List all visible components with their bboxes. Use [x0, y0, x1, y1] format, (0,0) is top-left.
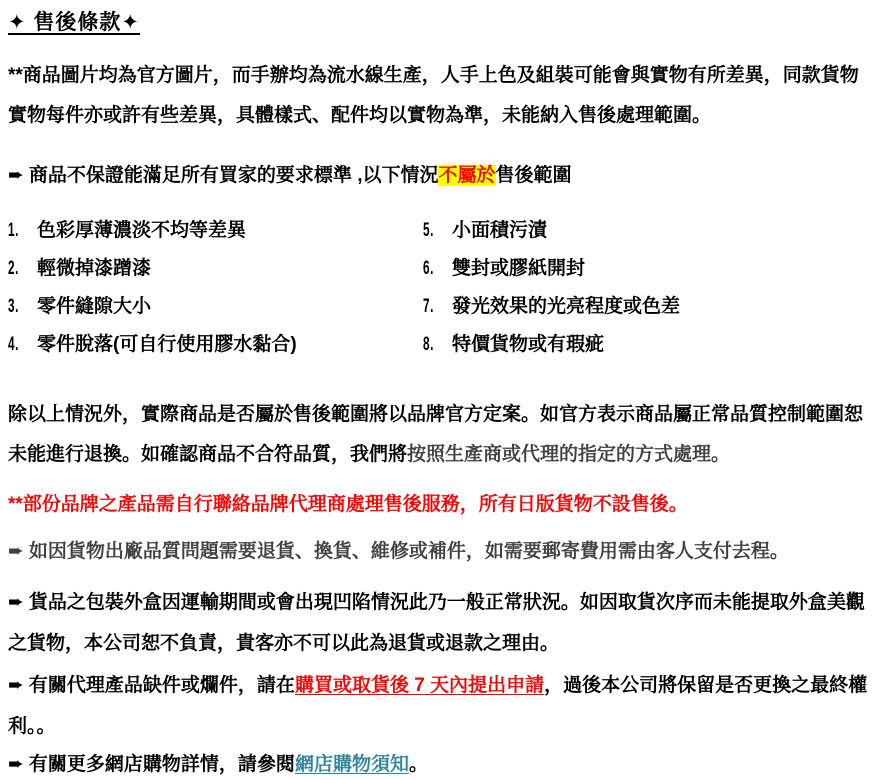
list-number: 3. [8, 296, 20, 317]
defect-claim-paragraph [8, 665, 868, 747]
excluded-highlight: 不屬於 [438, 165, 496, 186]
list-item [8, 250, 423, 288]
page-title: ✦ 售後條款✦ [8, 11, 141, 34]
shipping-paragraph [8, 537, 868, 567]
defect-prefix: 有關代理產品缺件或爛件，請在 [28, 675, 295, 696]
packaging-text: 貨品之包裝外盒因運輸期間或會出現凹陷情況此乃一般正常狀況。如因取貨次序而未能提取外盒美觀之貨物，本公司恕不負責，貴客亦不可以此為退貨或退款之理由。 [8, 592, 865, 654]
shopping-guide-link[interactable]: 網店購物須知 [294, 754, 409, 775]
arrow-icon: ➨ [8, 675, 24, 696]
exclusion-list [8, 212, 868, 364]
list-item [423, 288, 868, 326]
more-info-paragraph [8, 750, 868, 780]
shipping-text: 如因貨物出廠品質問題需要退貨、換貨、維修或補件，如需要郵寄費用需由客人支付去程。 [28, 541, 789, 562]
guarantee-paragraph [8, 161, 868, 191]
list-item [8, 212, 423, 250]
defect-suffix: ，過後本公司將保留是否更換之最終權利。。 [8, 675, 868, 737]
list-number: 7. [423, 296, 435, 317]
list-item-text: 特價貨物或有瑕疵 [452, 334, 605, 355]
list-number: 2. [8, 258, 20, 279]
arrow-icon: ➨ [8, 541, 24, 562]
list-item [8, 288, 423, 326]
packaging-paragraph [8, 582, 868, 664]
guarantee-prefix: 商品不保證能滿足所有買家的要求標準 ,以下情況 [28, 165, 439, 186]
list-number: 5. [423, 220, 435, 241]
list-item [423, 250, 868, 288]
arrow-icon: ➨ [8, 165, 24, 186]
list-item-text: 雙封或膠紙開封 [452, 258, 586, 279]
list-item-text: 發光效果的光亮程度或色差 [452, 296, 681, 317]
list-item [8, 326, 423, 364]
list-number: 4. [8, 334, 20, 355]
red-notice-text: **部份品牌之產品需自行聯絡品牌代理商處理售後服務，所有日版貨物不設售後。 [8, 494, 688, 515]
decision-text: 除以上情況外，實際商品是否屬於售後範圍將以品牌官方定案。如官方表示商品屬正常品質控制範圍恕未能進行退換。如確認商品不合符品質，我們將 [8, 404, 864, 465]
decision-paragraph [8, 395, 868, 475]
list-item-text: 輕微掉漆蹭漆 [37, 258, 152, 279]
list-item-text: 零件脫落(可自行使用膠水黏合) [37, 334, 297, 355]
intro-text: **商品圖片均為官方圖片，而手辦均為流水線生產，人手上色及組裝可能會與實物有所差異，同款貨物實物每件亦或許有些差異，具體樣式、配件均以實物為準，未能納入售後處理範圍。 [8, 65, 859, 126]
more-info-suffix: 。 [408, 754, 428, 775]
arrow-icon: ➨ [8, 592, 24, 613]
arrow-icon: ➨ [8, 754, 24, 775]
list-number: 6. [423, 258, 435, 279]
claim-deadline-emphasis: 購買或取貨後 7 天內提出申請 [294, 675, 545, 696]
brand-agent-notice [8, 490, 868, 520]
list-item-text: 小面積污漬 [452, 220, 548, 241]
list-item-text: 零件縫隙大小 [37, 296, 152, 317]
list-item [423, 212, 868, 250]
more-info-prefix: 有關更多網店購物詳情，請參閱 [28, 754, 295, 775]
list-number: 1. [8, 220, 20, 241]
list-item [423, 326, 868, 364]
guarantee-suffix: 售後範圍 [495, 165, 572, 186]
decision-gray-text: 按照生產商或代理的指定的方式處理。 [407, 444, 731, 465]
intro-paragraph [8, 56, 868, 136]
list-number: 8. [423, 334, 435, 355]
list-item-text: 色彩厚薄濃淡不均等差異 [37, 220, 247, 241]
